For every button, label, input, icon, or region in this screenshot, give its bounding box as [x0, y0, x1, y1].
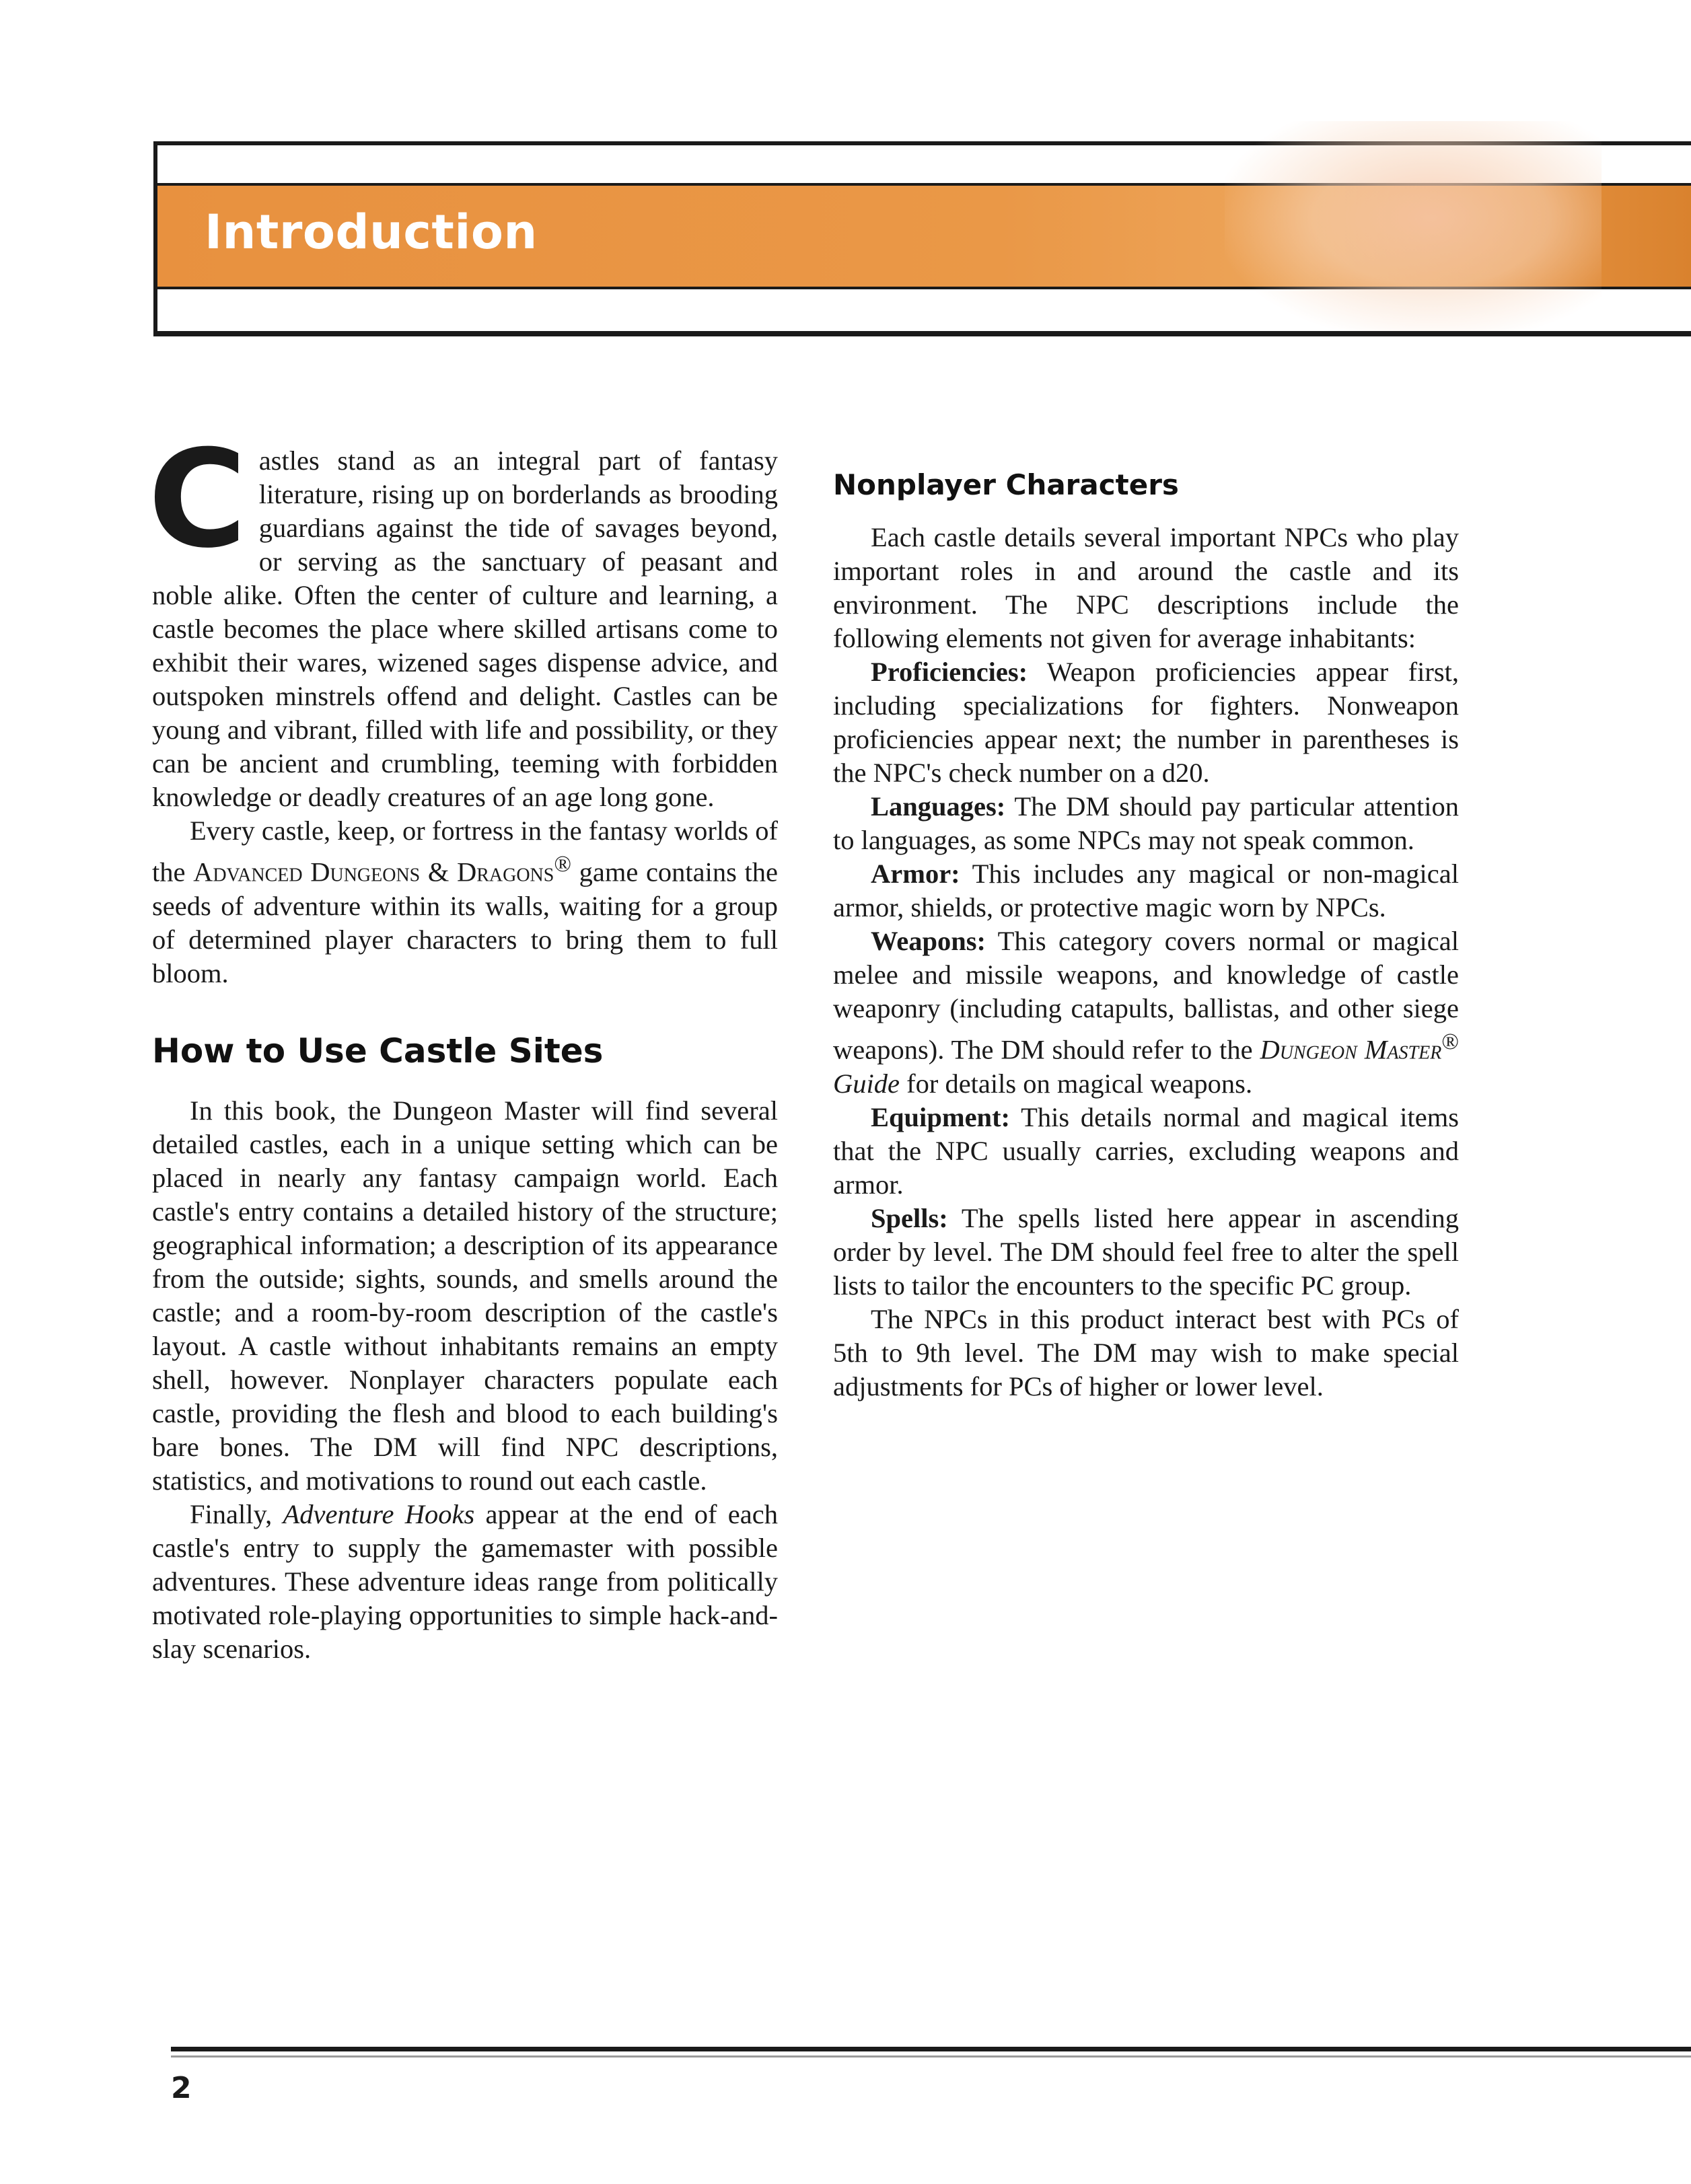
registered-mark: ® — [554, 852, 572, 877]
para-text-after: appear at the end of each castle's entry to supply the gamemaster with possible adventures. These adventure ideas range from politically motivated role-playing opportunities to simple hack-and-slay scenarios. — [152, 1498, 778, 1664]
guide-title: Guide — [833, 1068, 900, 1099]
registered-mark: ® — [1441, 1029, 1459, 1054]
para-text-before: Finally, — [190, 1498, 283, 1529]
brand-name: Advanced Dungeons & Dragons — [193, 857, 554, 887]
entry-label: Proficiencies: — [871, 657, 1028, 687]
entry-text: The DM should pay particular attention to languages, as some NPCs may not speak common. — [833, 791, 1459, 855]
closing-paragraph: The NPCs in this product interact best with PCs of 5th to 9th level. The DM may wish to make special adjustments for PCs of higher or lower level. — [833, 1303, 1459, 1402]
entry-equipment — [833, 1101, 1459, 1202]
entry-label: Spells: — [871, 1202, 948, 1233]
entry-text: The spells listed here appear in ascending order by level. The DM should feel free to alter the spell lists to tailor the encounters to the specific PC group. — [833, 1202, 1459, 1301]
section-paragraph-2 — [152, 1498, 778, 1666]
entry-armor — [833, 857, 1459, 924]
section-paragraph-1: In this book, the Dungeon Master will find several detailed castles, each in a unique setting which can be placed in nearly any fantasy campaign world. Each castle's entry contains a detailed history of the structure; geographical information; a description of its appearance from the outside; sights, sounds, and smells around the castle; and a room-by-room description of the castle's layout. A castle without inhabitants remains an empty shell, however. Nonplayer characters populate each castle, providing the flesh and blood to each building's bare bones. The DM will find NPC descriptions, statistics, and motivations to round out each castle. — [152, 1095, 778, 1496]
guide-brand: Dungeon Master — [1260, 1034, 1442, 1065]
footer-rule — [171, 2047, 1691, 2051]
entry-spells — [833, 1202, 1459, 1303]
entry-label: Equipment: — [871, 1101, 1011, 1132]
entry-text-after: for details on magical weapons. — [899, 1068, 1253, 1099]
right-column — [833, 444, 1459, 1404]
footer-rule-shadow — [171, 2055, 1691, 2058]
npc-heading: Nonplayer Characters — [833, 468, 1179, 501]
section-heading: How to Use Castle Sites — [152, 1031, 604, 1070]
entry-label: Languages: — [871, 791, 1006, 822]
npc-intro-paragraph: Each castle details several important NPCs who play important roles in and around the castle and its environment. The NPC descriptions include the following elements not given for average inhabitants: — [833, 522, 1459, 653]
entry-label: Armor: — [871, 859, 960, 889]
entry-label: Weapons: — [871, 926, 986, 956]
para2-text-before: Every castle, keep, or fortress in the fantasy worlds of the — [152, 815, 778, 887]
entry-proficiencies — [833, 655, 1459, 790]
header-bottom-rule — [153, 331, 1691, 336]
entry-languages — [833, 790, 1459, 857]
entry-text: Weapon proficiencies appear first, including specializations for fighters. Nonweapon proficiencies appear next; the number in parentheses is the NPC's check number on a d20. — [833, 657, 1459, 788]
para2-text-after: game contains the seeds of adventure within its walls, waiting for a group of determined player characters to bring them to full bloom. — [152, 857, 778, 988]
drop-cap: C — [148, 421, 247, 578]
entry-weapons — [833, 924, 1459, 1101]
intro-paragraph — [148, 421, 778, 814]
intro-paragraph-2 — [152, 814, 778, 990]
header-top-rule — [153, 141, 1691, 145]
entry-text: This category covers normal or magical melee and missile weapons, and knowledge of castle weaponry (including catapults, ballistas, and other siege weapons). The DM should refer to the — [833, 926, 1459, 1065]
intro-text: astles stand as an integral part of fantasy literature, rising up on borderlands as brooding guardians against the tide of savages beyond, or serving as the sanctuary of peasant and noble alike. Often the center of culture and learning, a castle becomes the place where skilled artisans come to exhibit their wares, wizened sages dispense advice, and outspoken minstrels offend and delight. Castles can be young and vibrant, filled with life and possibility, or they can be ancient and crumbling, teeming with forbidden knowledge or deadly creatures of an age long gone. — [152, 445, 778, 812]
page-title: Introduction — [205, 205, 538, 260]
page-number: 2 — [171, 2071, 192, 2105]
adventure-hooks-title: Adventure Hooks — [283, 1498, 475, 1529]
entry-text: This includes any magical or non-magical armor, shields, or protective magic worn by NPCs. — [833, 859, 1459, 922]
entry-text: This details normal and magical items that the NPC usually carries, excluding weapons and armor. — [833, 1101, 1459, 1200]
left-column — [148, 421, 778, 1666]
